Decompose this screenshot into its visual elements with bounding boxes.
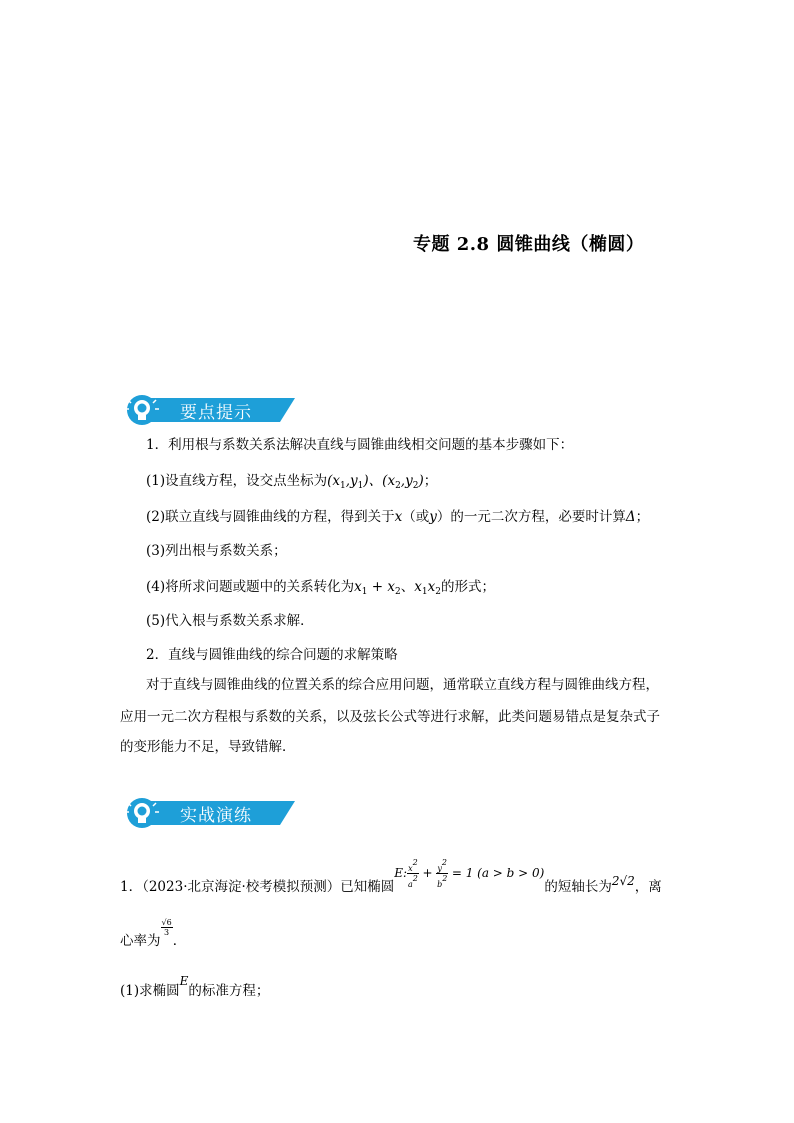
section-banner-key-points [120,394,295,426]
step-1 [146,472,437,495]
point-2-heading: 2．直线与圆锥曲线的综合问题的求解策略 [146,647,398,663]
question-1-text-c: ，离 [634,879,662,895]
strategy-line-2: 应用一元二次方程根与系数的关系，以及弦长公式等进行求解，此类问题易错点是复杂式子 [120,709,660,725]
question-1-line-1 [120,858,662,903]
step-2-end: ； [635,509,650,525]
var-x: x [394,509,403,525]
eccentricity-math: $\frac{√6}{3}$ [161,918,172,937]
question-1-end: ． [172,933,187,949]
part-1-text-b: 的标准方程； [188,983,270,999]
step-1-end: ； [423,473,438,489]
step-5: (5)代入根与系数关系求解． [146,613,314,629]
section-banner-practice [120,797,295,829]
question-1-intro: 1．（2023·北京海淀·校考模拟预测）已知椭圆 [120,879,395,895]
sum-math: $x_1 + x_2$ [354,579,401,597]
part-1-text-a: (1)求椭圆 [120,983,180,999]
step-2 [146,508,649,526]
delta-symbol: Δ [625,509,636,525]
strategy-line-3: 的变形能力不足，导致错解． [120,739,296,755]
step-3: (3)列出根与系数关系； [146,543,287,559]
step-2-text-c: ）的一元二次方程，必要时计算 [436,509,626,525]
page-title: 专题 2.8 圆锥曲线（椭圆） [413,234,645,255]
question-1-text-b: 的短轴长为 [544,879,612,895]
minor-axis-math: 2√2 [611,874,635,888]
section-heading: 实战演练 [180,806,252,826]
point-1-heading: 1．利用根与系数关系法解决直线与圆锥曲线相交问题的基本步骤如下： [146,437,574,453]
product-math: $x_1x_2$ [414,579,441,597]
step-1-text: (1)设直线方程，设交点坐标为 [146,473,328,489]
ellipse-equation-math: E: $\frac{x^2}{a^2}$ + $\frac{y^2}{b^2}$ = 1 (a > b > 0) [394,858,545,889]
var-y: y [429,509,437,525]
var-E: E [179,974,189,988]
step-2-text-a: (2)联立直线与圆锥曲线的方程，得到关于 [146,509,395,525]
step-2-text-b: （或 [402,509,430,525]
question-1-text-d: 心率为 [120,933,161,949]
point-coords-math: $(x_1,y_1)$、$(x_2,y_2)$ [327,473,424,491]
question-1-part-1 [120,974,270,1000]
strategy-line-1: 对于直线与圆锥曲线的位置关系的综合应用问题，通常联立直线方程与圆锥曲线方程， [146,677,659,693]
question-1-line-2 [120,918,187,951]
section-heading: 要点提示 [180,403,252,423]
step-4-sep: 、 [400,579,415,595]
step-4-text-c: 的形式； [440,579,495,595]
step-4 [146,578,495,601]
step-4-text-a: (4)将所求问题或题中的关系转化为 [146,579,355,595]
